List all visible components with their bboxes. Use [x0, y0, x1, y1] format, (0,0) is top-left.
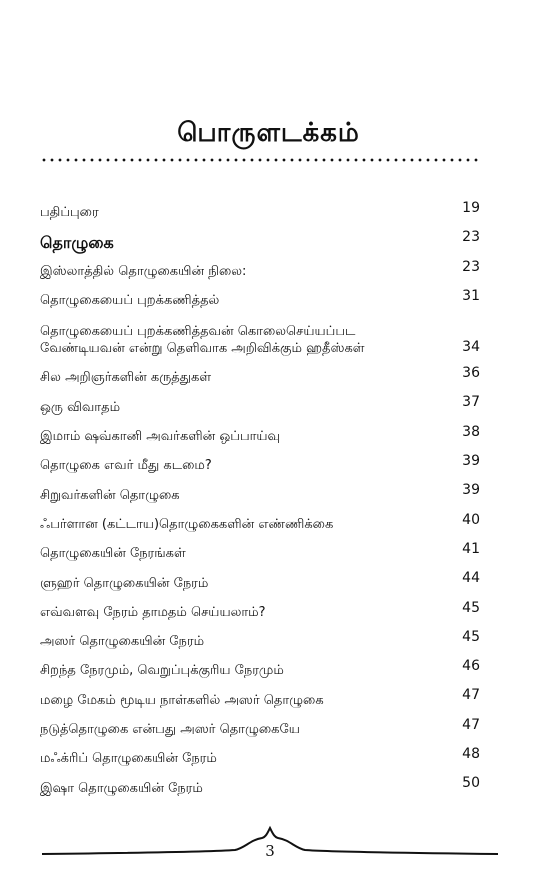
toc-entry: [40, 284, 480, 313]
toc-entry-label: தொழுகையைப் புறக்கணித்தல்: [40, 293, 220, 309]
toc-entry-label: தொழுகை: [40, 232, 114, 252]
dotted-divider: [40, 158, 479, 162]
toc-entry: [40, 771, 480, 800]
toc-entry: [40, 361, 480, 390]
toc-entry-label: இஸ்லாத்தில் தொழுகையின் நிலை:: [40, 263, 247, 279]
toc-entry-label: சிறந்த நேரமும், வெறுப்புக்குரிய நேரமும்: [40, 663, 284, 679]
toc-entry-label-line-1: தொழுகையைப் புறக்கணித்தவன் கொலைசெய்யப்பட: [40, 324, 356, 340]
toc-entry-page: 41: [462, 540, 480, 557]
toc-entry-page: 47: [462, 687, 480, 704]
toc-entry: [40, 625, 480, 654]
toc-entry-label: சிறுவர்களின் தொழுகை: [40, 487, 180, 503]
toc-entry-page: 34: [462, 339, 480, 356]
toc-entry-page: 47: [462, 716, 480, 733]
toc-entry-page: 45: [462, 599, 480, 616]
toc-entry-label: மஃக்ரிப் தொழுகையின் நேரம்: [40, 751, 217, 767]
toc-entry-page: 44: [462, 570, 480, 587]
toc-entry: [40, 255, 480, 284]
toc-entry-page: 31: [462, 287, 480, 304]
toc-entry: [40, 596, 480, 625]
toc-entry-label: பதிப்புரை: [40, 205, 99, 221]
toc-entry-label: ஃபர்ளான (கட்டாய)தொழுகைகளின் எண்ணிக்கை: [40, 516, 334, 532]
toc-entry-page: 40: [462, 511, 480, 528]
toc-entry-page: 23: [462, 229, 480, 246]
toc-entry-label-line-2: வேண்டியவன் என்று தெளிவாக அறிவிக்கும் ஹதீஸ்கள்: [40, 341, 365, 357]
toc-entry: [40, 683, 480, 712]
toc-section-heading: [40, 225, 480, 254]
page-number: 3: [265, 842, 275, 860]
toc-entry-page: 23: [462, 258, 480, 275]
toc-entry-label: அஸர் தொழுகையின் நேரம்: [40, 634, 205, 650]
toc-entry: [40, 449, 480, 478]
toc-entry-page: 38: [462, 423, 480, 440]
toc-entry: [40, 742, 480, 771]
toc-entry-page: 37: [462, 394, 480, 411]
toc-entry-label: மழை மேகம் மூடிய நாள்களில் அஸர் தொழுகை: [40, 692, 324, 708]
toc-entry: [40, 566, 480, 595]
toc-entry-page: 46: [462, 658, 480, 675]
table-of-contents: [40, 196, 480, 801]
toc-entry-page: 39: [462, 453, 480, 470]
toc-entry-label: எவ்வளவு நேரம் தாமதம் செய்யலாம்?: [40, 604, 266, 620]
toc-entry-label: தொழுகை எவர் மீது கடமை?: [40, 458, 212, 474]
toc-entry-page: 50: [462, 775, 480, 792]
toc-entry-page: 19: [462, 200, 480, 216]
toc-entry-label: இமாம் ஷவ்கானி அவர்களின் ஒப்பாய்வு: [40, 429, 280, 445]
toc-entry-label: தொழுகையின் நேரங்கள்: [40, 546, 186, 562]
page-title: பொருளடக்கம்: [177, 118, 360, 148]
toc-entry-label: இஷா தொழுகையின் நேரம்: [40, 780, 203, 796]
toc-entry-page: 45: [462, 628, 480, 645]
toc-entry: [40, 420, 480, 449]
toc-entry-page: 36: [462, 365, 480, 382]
toc-entry: [40, 654, 480, 683]
toc-entry-label: [40, 323, 440, 357]
toc-entry-label: ஒரு விவாதம்: [40, 399, 121, 415]
toc-entry: [40, 713, 480, 742]
toc-entry-page: 48: [462, 746, 480, 763]
toc-entry: [40, 390, 480, 419]
toc-entry-label: நடுத்தொழுகை என்பது அஸர் தொழுகையே: [40, 722, 300, 738]
toc-entry: [40, 478, 480, 507]
page-footer: [40, 820, 500, 860]
toc-entry: [40, 508, 480, 537]
toc-entry-label: ளுஹர் தொழுகையின் நேரம்: [40, 575, 209, 591]
toc-entry: [40, 313, 480, 361]
toc-entry: [40, 537, 480, 566]
toc-entry-page: 39: [462, 482, 480, 499]
toc-entry: [40, 196, 480, 225]
toc-entry-label: சில அறிஞர்களின் கருத்துகள்: [40, 370, 212, 386]
